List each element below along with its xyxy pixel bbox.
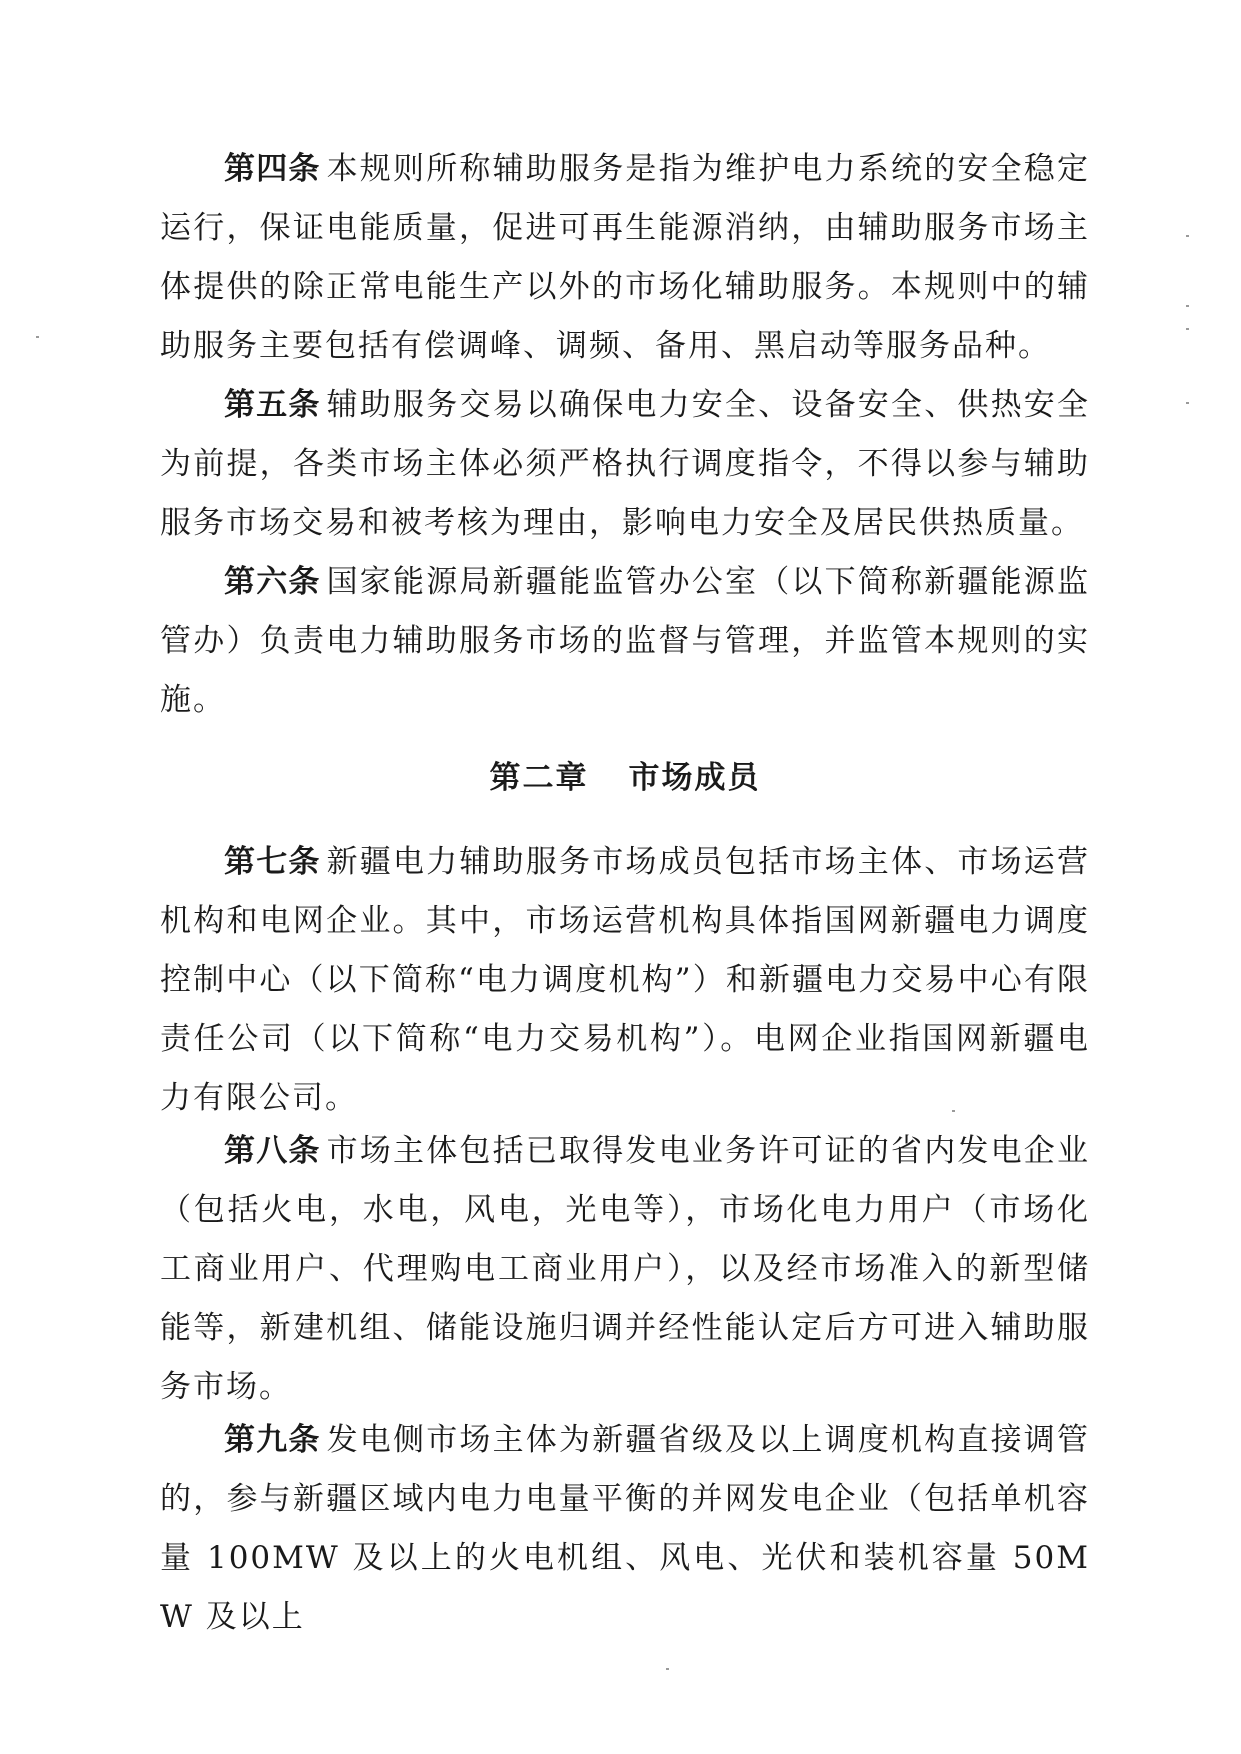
chapter-number: 第二章 [489, 760, 589, 796]
article-text: 国家能源局新疆能监管办公室（以下简称新疆能源监管办）负责电力辅助服务市场的监督与管理，并监管本规则的实施。 [160, 564, 1091, 718]
article-paragraph [160, 833, 1090, 1128]
article-number: 第八条 [224, 1133, 321, 1169]
article-9 [160, 1411, 1090, 1647]
article-paragraph [160, 1122, 1090, 1417]
article-number: 第七条 [224, 844, 321, 880]
article-paragraph [160, 1411, 1090, 1647]
article-5 [160, 376, 1090, 553]
scan-speck [1186, 328, 1189, 330]
article-number: 第四条 [224, 151, 321, 187]
article-paragraph [160, 376, 1090, 553]
article-text: 发电侧市场主体为新疆省级及以上调度机构直接调管的，参与新疆区域内电力电量平衡的并网发电企业（包括单机容量 100MW 及以上的火电机组、风电、光伏和装机容量 50MW 及以上 [160, 1422, 1091, 1635]
article-number: 第五条 [224, 387, 321, 423]
scan-speck [1186, 402, 1189, 404]
article-8 [160, 1122, 1090, 1417]
scan-speck [1186, 235, 1189, 237]
scan-speck [36, 336, 39, 338]
article-4 [160, 140, 1090, 376]
article-number: 第九条 [224, 1422, 321, 1458]
chapter-heading [160, 749, 1090, 808]
article-text: 本规则所称辅助服务是指为维护电力系统的安全稳定运行，保证电能质量，促进可再生能源消纳，由辅助服务市场主体提供的除正常电能生产以外的市场化辅助服务。本规则中的辅助服务主要包括有偿调峰、调频、备用、黑启动等服务品种。 [160, 151, 1091, 364]
article-text: 新疆电力辅助服务市场成员包括市场主体、市场运营机构和电网企业。其中，市场运营机构具体指国网新疆电力调度控制中心（以下简称“电力调度机构”）和新疆电力交易中心有限责任公司（以下简称“电力交易机构”）。电网企业指国网新疆电力有限公司。 [160, 844, 1091, 1116]
article-7 [160, 833, 1090, 1128]
chapter-title: 市场成员 [628, 760, 761, 796]
chapter-2-heading [160, 749, 1090, 808]
article-paragraph [160, 140, 1090, 376]
article-text: 市场主体包括已取得发电业务许可证的省内发电企业（包括火电，水电，风电，光电等），市场化电力用户（市场化工商业用户、代理购电工商业用户），以及经市场准入的新型储能等，新建机组、储能设施归调并经性能认定后方可进入辅助服务市场。 [160, 1133, 1091, 1405]
scan-speck [1186, 305, 1189, 307]
article-paragraph [160, 553, 1090, 730]
article-6 [160, 553, 1090, 730]
scan-speck [952, 1110, 955, 1112]
article-number: 第六条 [224, 564, 321, 600]
article-text: 辅助服务交易以确保电力安全、设备安全、供热安全为前提，各类市场主体必须严格执行调度指令，不得以参与辅助服务市场交易和被考核为理由，影响电力安全及居民供热质量。 [160, 387, 1091, 541]
scan-speck [666, 1668, 669, 1670]
